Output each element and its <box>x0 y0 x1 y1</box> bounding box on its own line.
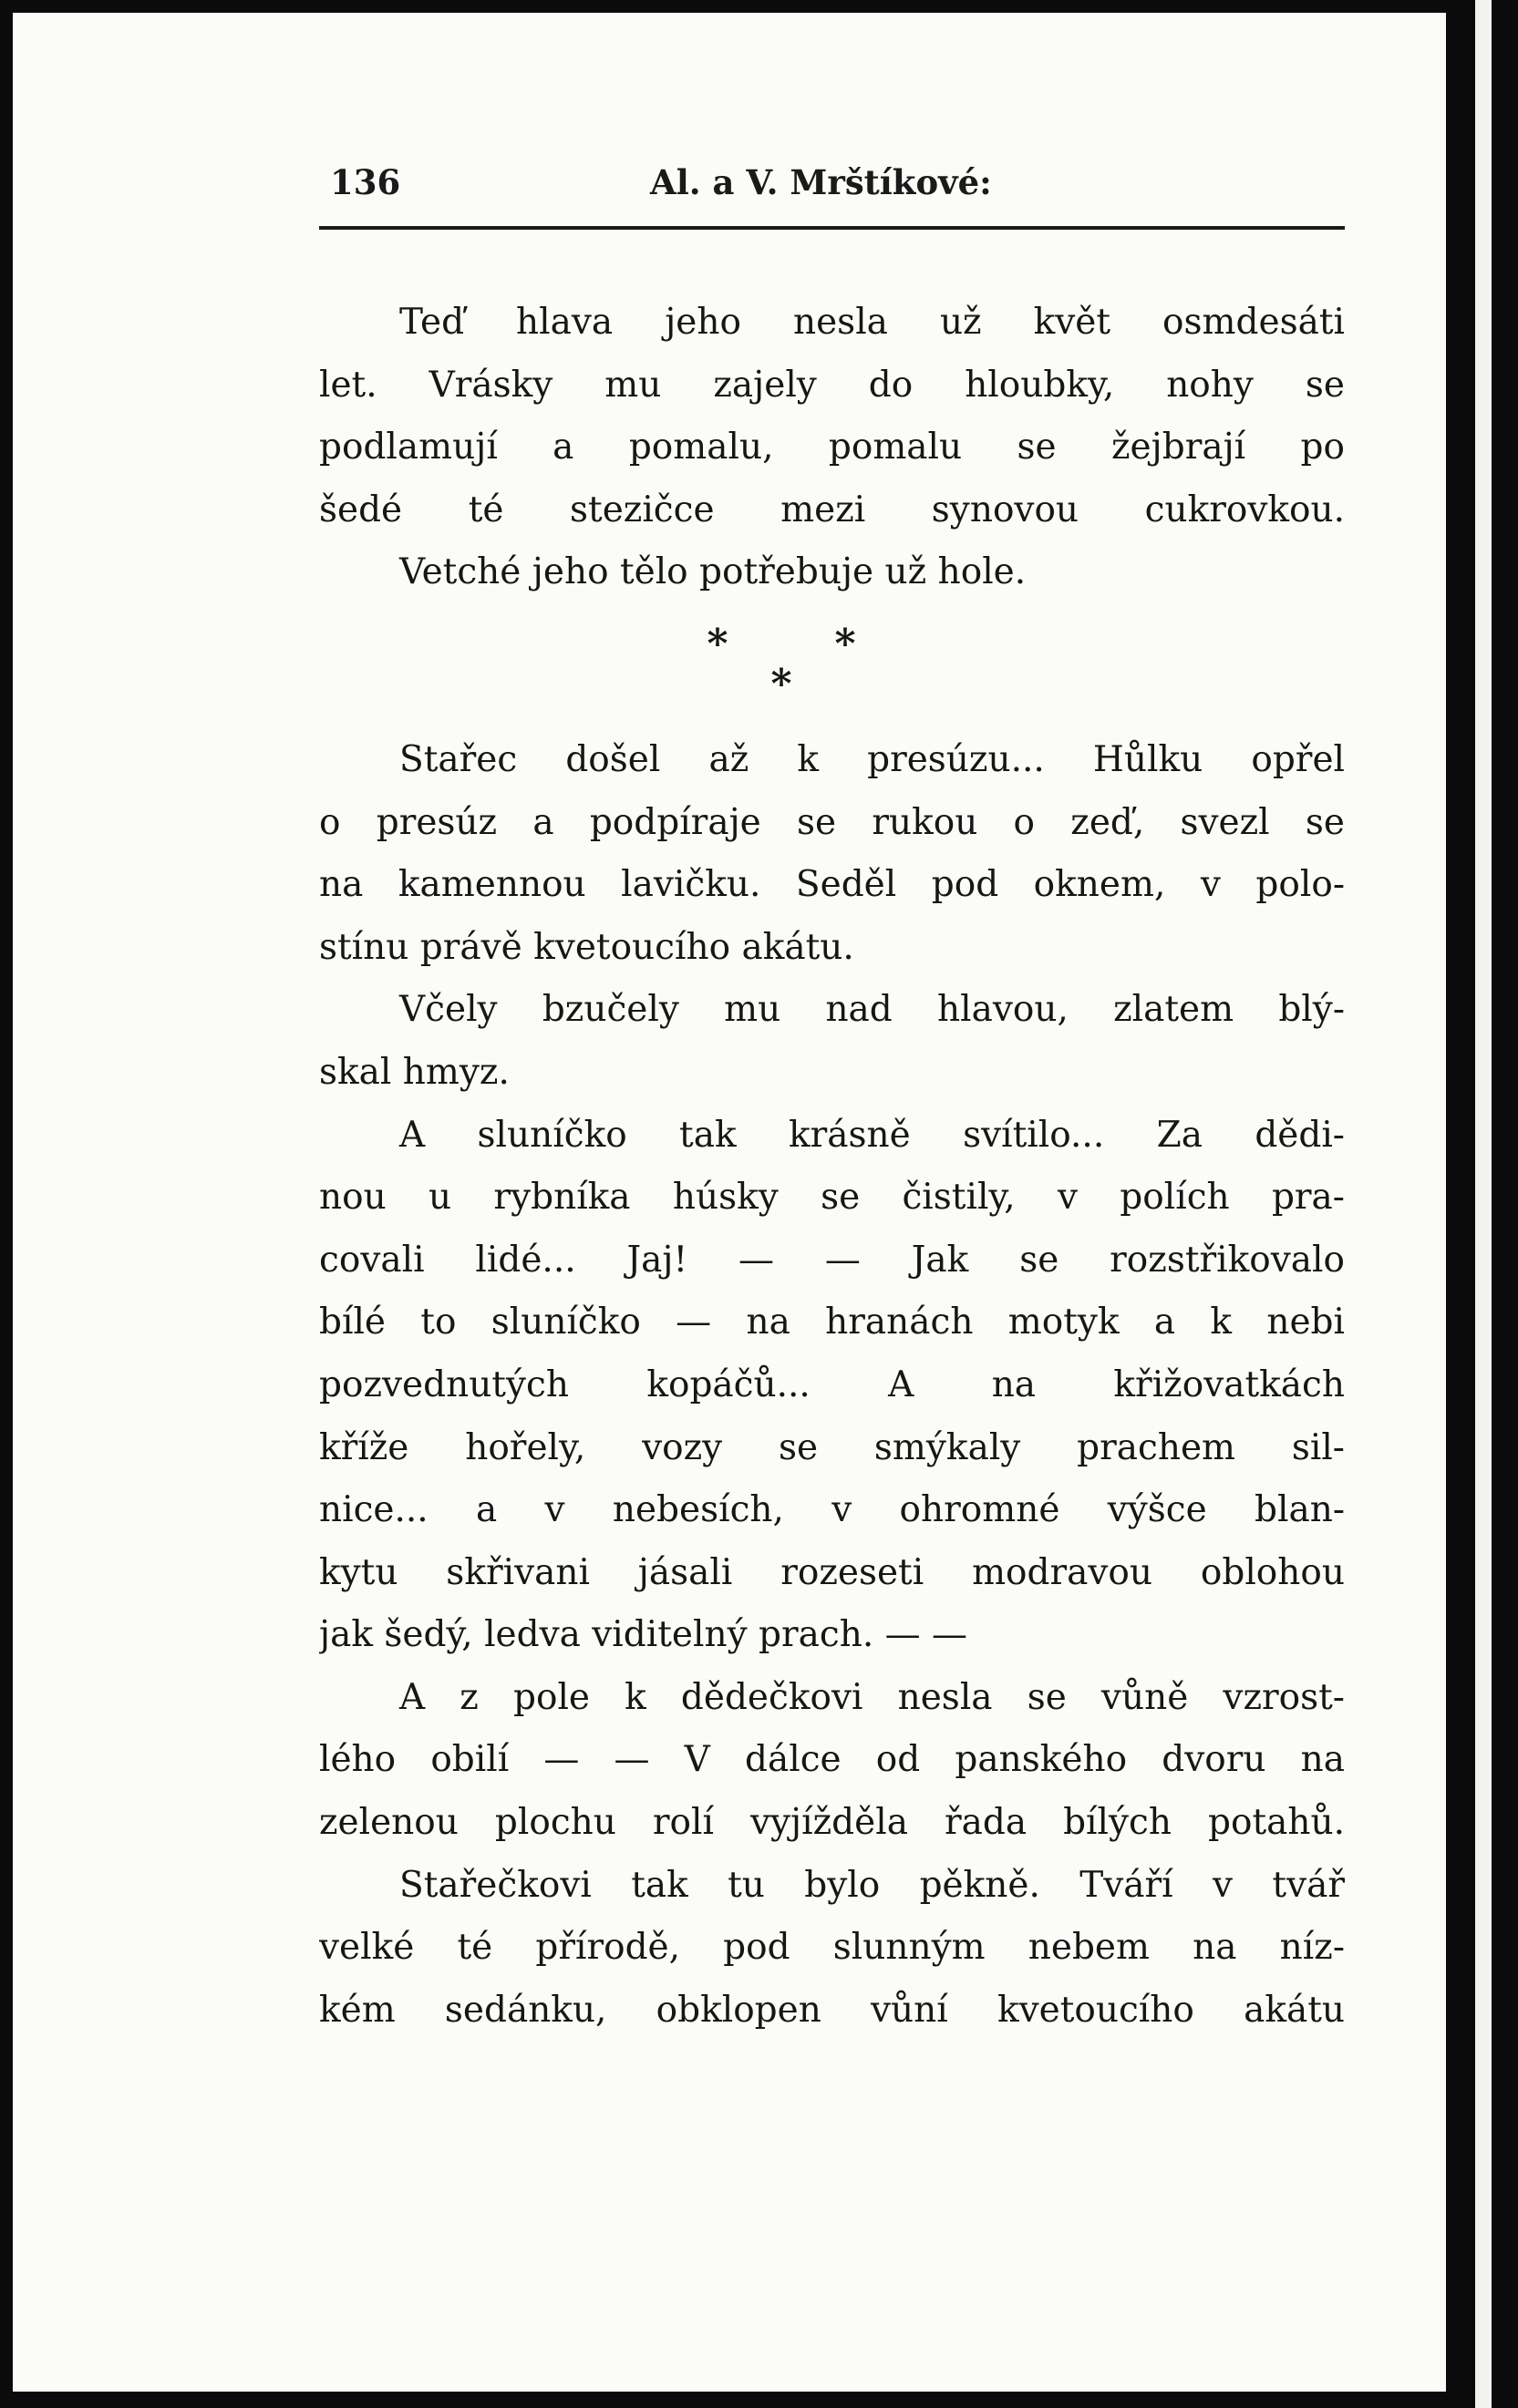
text-line: Vetché jeho tělo potřebuje už hole. <box>399 551 1027 593</box>
text-line: Stařec došel až k presúzu... Hůlku opřel <box>399 738 1345 780</box>
paragraph <box>319 1105 1345 1667</box>
header-rule <box>319 226 1345 230</box>
text-line: Včely bzučely mu nad hlavou, zlatem blý- <box>399 989 1345 1031</box>
next-page-edge <box>1475 0 1492 2408</box>
text-line: A z pole k dědečkovi nesla se vůně vzrost- <box>399 1676 1345 1718</box>
text-line: Teď hlava jeho nesla už květ osmdesáti <box>399 302 1345 343</box>
text-line: na kamennou lavičku. Seděl pod oknem, v polo- <box>319 864 1345 906</box>
text-line: stínu právě kvetoucího akátu. <box>319 926 854 968</box>
text-line: nice... a v nebesích, v ohromné výšce blan- <box>319 1489 1345 1531</box>
asterisk: * <box>834 620 856 667</box>
text-line: o presúz a podpíraje se rukou o zeď, svezl se <box>319 801 1345 843</box>
page-number: 136 <box>330 162 401 202</box>
text-line: šedé té stezičce mezi synovou cukrovkou. <box>319 489 1345 530</box>
paragraph <box>319 1855 1345 2043</box>
text-line: kytu skřivani jásali rozeseti modravou oblohou <box>319 1551 1345 1593</box>
text-line: A sluníčko tak krásně svítilo... Za dědi- <box>399 1114 1345 1156</box>
asterisk: * <box>707 620 728 667</box>
paragraph <box>319 1667 1345 1855</box>
text-line: lého obilí — — V dálce od panského dvoru na <box>319 1739 1345 1781</box>
text-line: zelenou plochu rolí vyjížděla řada bílých potahů. <box>319 1802 1345 1844</box>
text-line: pozvednutých kopáčů... A na křižovatkách <box>319 1364 1345 1405</box>
text-line: bílé to sluníčko — na hranách motyk a k nebi <box>319 1302 1345 1343</box>
asterisk: * <box>770 660 792 707</box>
text-line: kém sedánku, obklopen vůní kvetoucího akátu <box>319 1989 1345 2031</box>
body-text <box>319 292 1345 2042</box>
text-line: nou u rybníka húsky se čistily, v polích pra- <box>319 1177 1345 1219</box>
section-break-asterism <box>319 604 1345 729</box>
text-line: jak šedý, ledva viditelný prach. — — <box>319 1614 968 1656</box>
running-title: Al. a V. Mrštíkové: <box>650 162 992 202</box>
text-line: let. Vrásky mu zajely do hloubky, nohy se <box>319 364 1345 406</box>
text-line: kříže hořely, vozy se smýkaly prachem sil- <box>319 1426 1345 1468</box>
paragraph <box>319 729 1345 979</box>
text-line: covali lidé... Jaj! — — Jak se rozstřikovalo <box>319 1239 1345 1281</box>
text-line: velké té přírodě, pod slunným nebem na níz- <box>319 1927 1345 1969</box>
page-header <box>319 162 1345 217</box>
text-line: podlamují a pomalu, pomalu se žejbrají po <box>319 427 1345 468</box>
text-line: Stařečkovi tak tu bylo pěkně. Tváří v tvář <box>399 1864 1345 1906</box>
paragraph <box>319 979 1345 1104</box>
paragraph <box>319 292 1345 604</box>
text-line: skal hmyz. <box>319 1051 510 1093</box>
